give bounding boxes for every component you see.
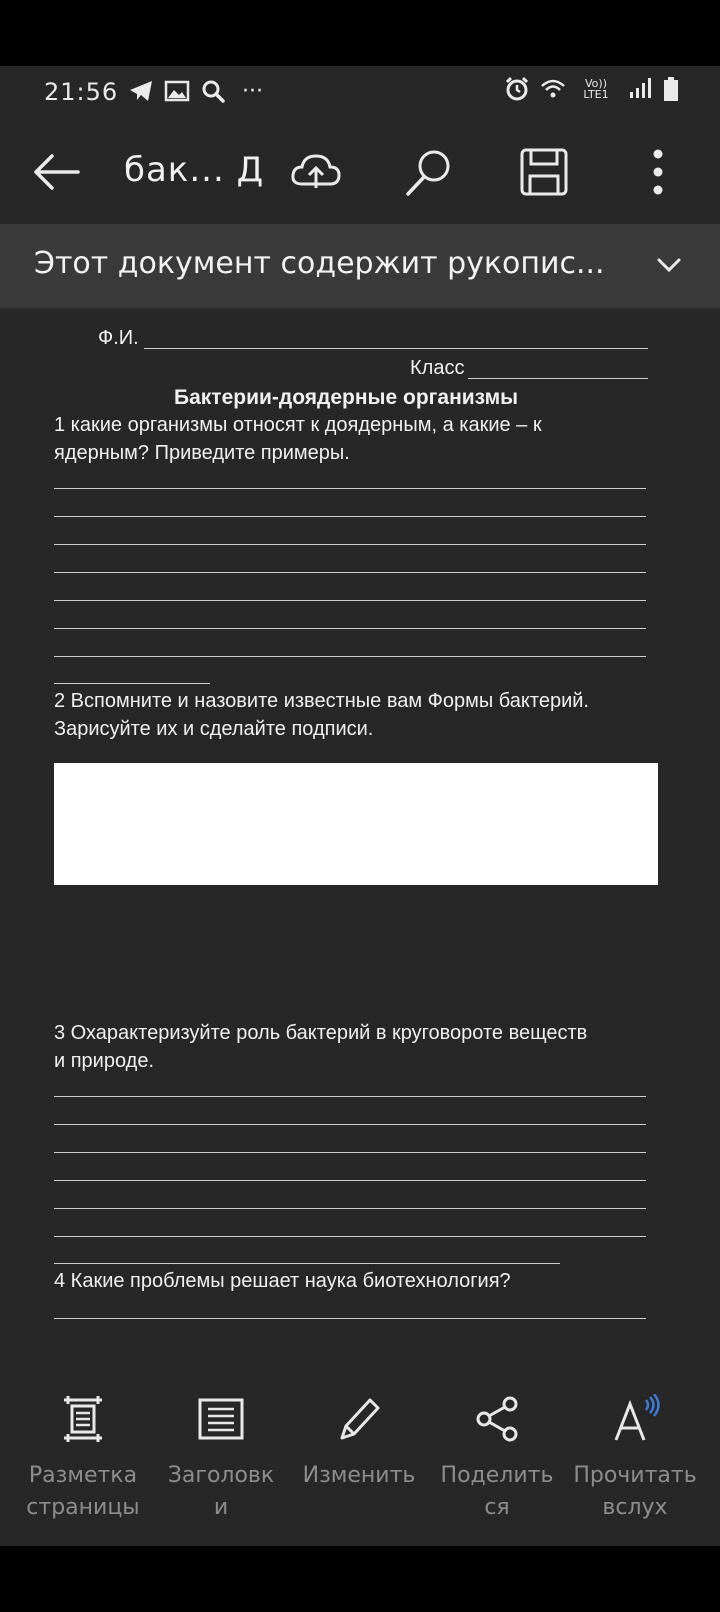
answer-line: [54, 1096, 646, 1097]
chevron-down-icon[interactable]: [654, 250, 684, 280]
document-title: бак... Д: [124, 150, 265, 190]
question-2-line-2: Зарисуйте их и сделайте подписи.: [54, 718, 374, 740]
share-label: Поделить ся: [440, 1463, 554, 1520]
edit-button[interactable]: [290, 1356, 428, 1546]
read-aloud-label: Прочитать вслух: [573, 1463, 697, 1520]
pencil-icon: [334, 1394, 384, 1444]
battery-icon: [662, 76, 680, 102]
headings-button[interactable]: [152, 1356, 290, 1546]
status-bar: [0, 66, 720, 128]
app-toolbar: [0, 128, 720, 224]
read-aloud-button[interactable]: [566, 1356, 704, 1546]
question-1-line-2: ядерным? Приведите примеры.: [54, 442, 350, 464]
status-time: 21:56: [44, 78, 119, 106]
page-layout-button[interactable]: [14, 1356, 152, 1546]
banner-text: Этот документ содержит рукопис...: [34, 246, 605, 281]
alarm-icon: [504, 76, 530, 102]
wifi-icon: [540, 76, 566, 102]
answer-line: [54, 1318, 646, 1319]
fio-label: Ф.И.: [98, 327, 139, 349]
answer-line: [54, 488, 646, 489]
answer-line: [54, 516, 646, 517]
back-arrow-icon[interactable]: [30, 146, 82, 198]
signal-icon: [626, 76, 652, 102]
answer-line: [54, 656, 646, 657]
app-screen: [0, 66, 720, 1546]
page-layout-icon: [58, 1394, 108, 1444]
answer-line: [54, 628, 646, 629]
edit-label: Изменить: [302, 1463, 416, 1488]
status-more: ···: [242, 78, 263, 104]
network-type: Vo)) LTE1: [583, 77, 609, 101]
page-layout-label: Разметка страницы: [26, 1463, 140, 1520]
search-icon[interactable]: [402, 144, 458, 200]
status-icons-right: [504, 76, 680, 102]
question-3-line-1: 3 Охарактеризуйте роль бактерий в круговороте веществ: [54, 1022, 588, 1044]
search-status-icon: [200, 78, 226, 104]
share-icon: [472, 1394, 522, 1444]
answer-line: [54, 544, 646, 545]
telegram-icon: [128, 78, 154, 104]
answer-line: [54, 683, 210, 684]
answer-line: [54, 572, 646, 573]
answer-line: [54, 1263, 560, 1264]
question-4: 4 Какие проблемы решает наука биотехнология?: [54, 1270, 511, 1292]
bottom-action-bar: [0, 1356, 720, 1546]
class-line: [468, 378, 648, 379]
share-button[interactable]: [428, 1356, 566, 1546]
answer-line: [54, 1236, 646, 1237]
question-3-line-2: и природе.: [54, 1050, 155, 1072]
headings-icon: [196, 1394, 246, 1444]
answer-line: [54, 1124, 646, 1125]
class-label: Класс: [410, 357, 465, 379]
answer-line: [54, 600, 646, 601]
gallery-icon: [164, 78, 190, 104]
document-heading: Бактерии-доядерные организмы: [174, 386, 519, 409]
status-icons-left: [128, 78, 263, 104]
question-1-line-1: 1 какие организмы относят к доядерным, а какие – к: [54, 414, 542, 436]
headings-label: Заголовк и: [167, 1463, 275, 1520]
fio-line: [144, 348, 648, 349]
save-icon[interactable]: [516, 144, 572, 200]
question-2-line-1: 2 Вспомните и назовите известные вам Формы бактерий.: [54, 690, 589, 712]
more-options-icon[interactable]: [630, 144, 686, 200]
drawing-area: [54, 763, 658, 885]
cloud-upload-icon[interactable]: [288, 144, 344, 200]
read-aloud-icon: [610, 1394, 660, 1444]
answer-line: [54, 1152, 646, 1153]
answer-line: [54, 1208, 646, 1209]
answer-line: [54, 1180, 646, 1181]
document-view[interactable]: [0, 308, 720, 1384]
handwriting-banner[interactable]: [0, 224, 720, 308]
